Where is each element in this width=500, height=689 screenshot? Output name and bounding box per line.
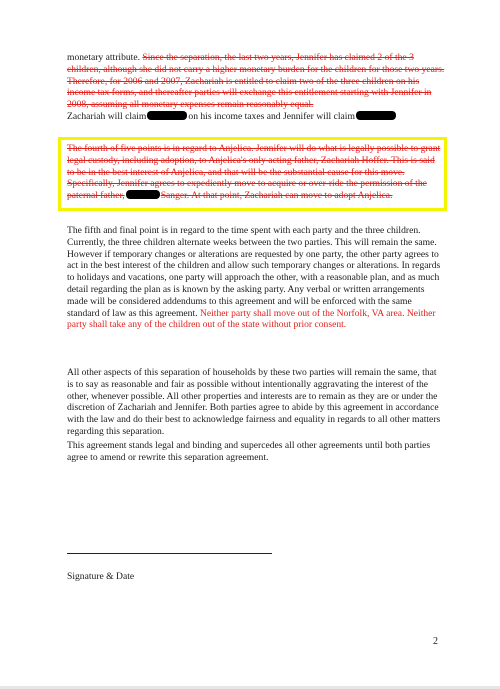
p1-lead: monetary attribute. [67, 52, 143, 63]
paragraph-other-aspects [67, 367, 445, 438]
redaction-mark [147, 111, 187, 120]
p1-line2a: Zachariah will claim [67, 110, 147, 122]
p5-text: This agreement stands legal and binding and supercedes all other agreements until both parties agree to amend or rewrite this separation agreement. [67, 440, 431, 463]
paragraph-anjelica [67, 143, 443, 202]
p1-line2b: on his income taxes and Jennifer will claim [188, 110, 355, 122]
p4-text: All other aspects of this separation of households by these two parties will remain the same, that is to say as reasonable and fair as possible without intentionally aggravating the interest of the other, whenever possible. All other properties and interests are to remain as they are or under the discretion of Zachariah and Jennifer. Both parties agree to abide by this agreement in accordance with the law and do their best to acknowledge fairness and equality in regards to all other matters regarding this separation. [67, 367, 441, 437]
p3-red-text: Neither party shall move out of the Norfolk, VA area. Neither party shall take any of the children out of the state without prior consent. [67, 307, 436, 331]
paragraph-time-spent [67, 225, 445, 331]
paragraph-binding [67, 440, 445, 464]
p3-main: The fifth and final point is in regard to the time spent with each party and the three children. Currently, the three children alternate weeks between the two parties. This will remain the same. However if temporary changes or alterations are requested by one party, the other party agrees to act in the best interest of the children and allow such temporary changes or alterations. In regards to holidays and vacations, one party will approach the other, with a reasonable plan, and as much detail regarding the plan as is known by the asking party. Any verbal or written arrangements made will be considered addendums to this agreement and will be enforced with the same standard of law as this agreement. [67, 225, 441, 319]
redaction-mark [356, 111, 396, 120]
redaction-mark [126, 190, 160, 199]
p1-struck-text: Since the separation, the last two years, Jennifer has claimed 2 of the 3 children, although she did not carry a higher monetary burden for the children for those two years. Therefore, for 2006 and 2007, Zachariah is entitled to claim two of the three children on his income tax forms, and thereafter parties will exchange this entitlement starting with Jennifer in 2008, assuming all monetary expenses remain reasonably equal. [67, 52, 445, 111]
p2-sentence-2: Sanger. At that point, Zachariah can move to adopt Anjelica. [160, 190, 393, 202]
paragraph-tax-claims [67, 52, 445, 123]
signature-line [67, 553, 272, 554]
p2-sentence-1: The fourth of five points is in regard to Anjelica. Jennifer will do what is legally possible to grant legal custody, including adoption, to Anjelica's only acting father, Zachariah Hoffer. This is said to be in the best interest of Anjelica, and that will be the substantial cause for this move. Specifically, Jennifer agrees to expediently move to acquire or over-ride the permission of the paternal father, [67, 143, 441, 202]
signature-label: Signature & Date [67, 571, 135, 582]
page-number: 2 [433, 636, 438, 647]
